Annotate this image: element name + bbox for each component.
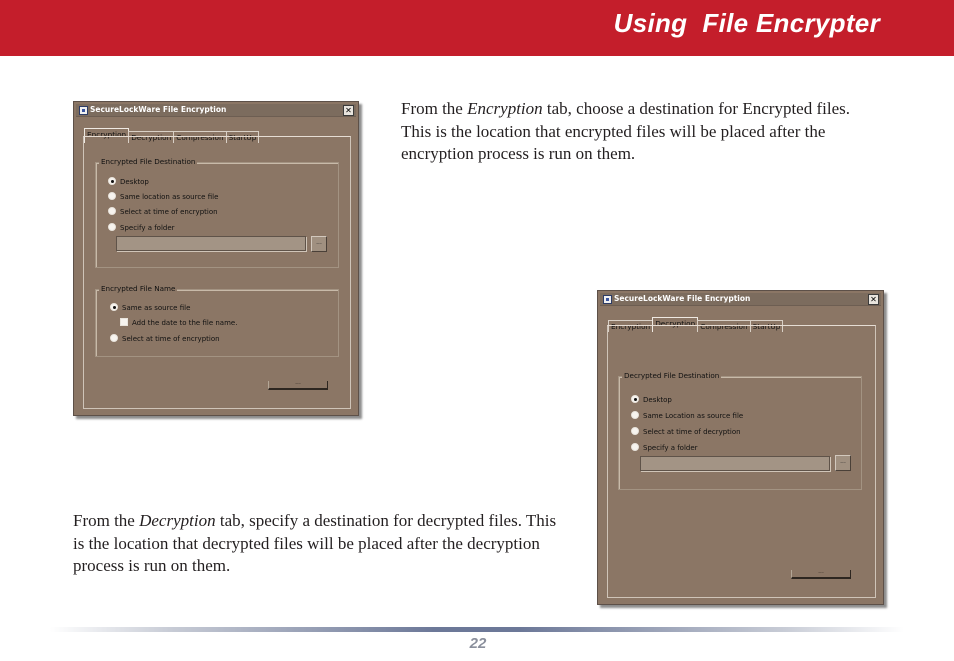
close-icon[interactable]: ✕ bbox=[868, 294, 879, 305]
radio-specify-folder[interactable] bbox=[108, 223, 175, 233]
radio-icon bbox=[110, 334, 118, 342]
checkbox-icon bbox=[120, 318, 128, 326]
tab-panel bbox=[83, 136, 351, 409]
page-number: 22 bbox=[469, 635, 487, 652]
dialog-title: SecureLockWare File Encryption bbox=[90, 105, 227, 114]
folder-path-input[interactable] bbox=[116, 236, 306, 251]
browse-button[interactable]: ... bbox=[835, 455, 851, 471]
radio-selected-icon bbox=[110, 303, 118, 311]
radio-label: Select at time of decryption bbox=[643, 428, 741, 436]
radio-same-as-source[interactable] bbox=[110, 303, 190, 313]
radio-label: Same as source file bbox=[122, 304, 191, 312]
header-bar bbox=[0, 0, 954, 56]
decrypted-destination-group bbox=[618, 371, 862, 490]
radio-selected-icon bbox=[108, 177, 116, 185]
radio-label: Specify a folder bbox=[643, 444, 698, 452]
group-label: Encrypted File Destination bbox=[101, 157, 196, 166]
radio-same-location[interactable] bbox=[108, 192, 218, 202]
encryption-dialog-screenshot bbox=[73, 101, 359, 416]
encrypted-name-group bbox=[95, 284, 339, 357]
encryption-tab-name: Encryption bbox=[467, 99, 543, 118]
radio-label: Select at time of encryption bbox=[122, 335, 220, 343]
radio-icon bbox=[108, 207, 116, 215]
decryption-description bbox=[73, 510, 563, 578]
tab-compression[interactable]: Compression bbox=[173, 131, 226, 143]
folder-path-input[interactable] bbox=[640, 456, 830, 471]
radio-desktop[interactable] bbox=[108, 177, 149, 187]
app-icon bbox=[603, 295, 612, 304]
tab-encryption[interactable]: Encryption bbox=[608, 320, 653, 332]
radio-icon bbox=[631, 411, 639, 419]
footer-divider bbox=[50, 627, 904, 632]
dialog-title: SecureLockWare File Encryption bbox=[614, 294, 751, 303]
radio-desktop[interactable] bbox=[631, 395, 672, 405]
close-icon[interactable]: ✕ bbox=[343, 105, 354, 116]
decryption-description-body: tab, specify a destination for decrypted files. This is the location that decrypted files will be placed after the decryption process is run on them. bbox=[73, 511, 557, 575]
group-label: Decrypted File Destination bbox=[624, 371, 720, 380]
group-label: Encrypted File Name bbox=[101, 284, 176, 293]
ok-button[interactable]: ... bbox=[791, 570, 851, 579]
encryption-description-body: tab, choose a destination for Encrypted files. This is the location that encrypted files will be placed after the encryption process is run on them. bbox=[401, 99, 850, 163]
radio-label: Specify a folder bbox=[120, 224, 175, 232]
radio-select-at-decryption[interactable] bbox=[631, 427, 741, 437]
radio-label: Desktop bbox=[643, 396, 672, 404]
page-title: Using File Encrypter bbox=[613, 8, 880, 38]
encryption-description-prefix: From the bbox=[401, 99, 468, 118]
ok-button[interactable]: ... bbox=[268, 381, 328, 390]
decryption-description-prefix: From the bbox=[73, 511, 140, 530]
radio-icon bbox=[108, 223, 116, 231]
radio-same-location[interactable] bbox=[631, 411, 743, 421]
radio-label: Same Location as source file bbox=[643, 412, 744, 420]
radio-select-name-at-encryption[interactable] bbox=[110, 334, 220, 344]
encrypted-destination-group bbox=[95, 157, 339, 268]
tab-panel bbox=[607, 325, 876, 598]
tab-startup[interactable]: StartUp bbox=[750, 320, 784, 332]
radio-label: Select at time of encryption bbox=[120, 208, 218, 216]
decryption-dialog-screenshot bbox=[597, 290, 884, 605]
dialog-titlebar bbox=[600, 293, 881, 306]
radio-label: Desktop bbox=[120, 178, 149, 186]
browse-button[interactable]: ... bbox=[311, 236, 327, 252]
tab-decryption[interactable]: Decryption bbox=[652, 317, 698, 332]
radio-selected-icon bbox=[631, 395, 639, 403]
dialog-titlebar bbox=[76, 104, 356, 117]
tab-compression[interactable]: Compression bbox=[697, 320, 750, 332]
tab-startup[interactable]: StartUp bbox=[226, 131, 260, 143]
decryption-tab-name: Decryption bbox=[139, 511, 216, 530]
radio-label: Same location as source file bbox=[120, 193, 219, 201]
checkbox-label: Add the date to the file name. bbox=[132, 319, 238, 327]
checkbox-add-date[interactable] bbox=[120, 318, 237, 328]
radio-icon bbox=[631, 443, 639, 451]
tab-decryption[interactable]: Decryption bbox=[128, 131, 174, 143]
app-icon bbox=[79, 106, 88, 115]
radio-icon bbox=[108, 192, 116, 200]
radio-specify-folder[interactable] bbox=[631, 443, 698, 453]
radio-icon bbox=[631, 427, 639, 435]
radio-select-at-encryption[interactable] bbox=[108, 207, 218, 217]
encryption-description bbox=[401, 98, 871, 166]
tab-encryption[interactable]: Encryption bbox=[84, 128, 129, 143]
